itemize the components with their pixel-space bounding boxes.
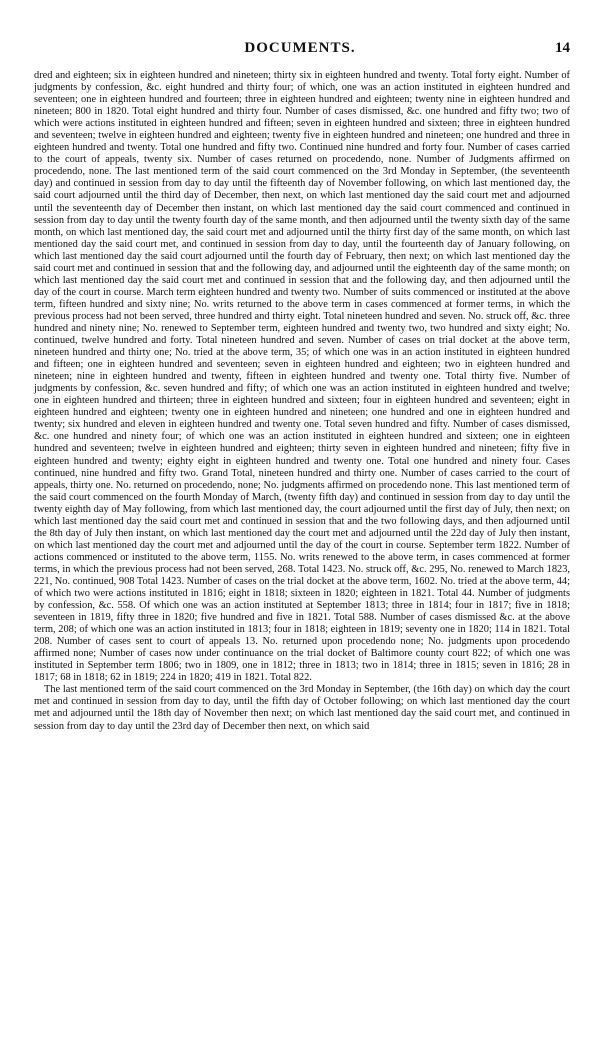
running-head-title: DOCUMENTS. [244,40,356,56]
body-text [34,70,570,733]
paragraph: The last mentioned term of the said court commenced on the 3rd Monday in September, (the 16th day) on which day the court met and continued in session from day to day, until the fifth day of October following; on which last mentioned day the court met and adjourned until the 18th day of November then next; on which last mentioned day the said court met, and continued in session from day to day until the 23rd day of December then next, on which said [34,684,570,732]
page-number: 14 [555,40,570,56]
paragraph: dred and eighteen; six in eighteen hundred and nineteen; thirty six in eighteen hundred and twenty. Total forty eight. Number of judgments by confession, &c. eight hundred and thirty four; of which, one was an action instituted in eighteen hundred and seventeen; one in eighteen hundred and fourteen; three in eighteen hundred and eighteen; twenty nine in eighteen hundred and nineteen; 800 in 1820. Total eight hundred and thirty four. Number of cases dismissed, &c. one hundred and fifty two; two of which were actions instituted in eighteen hundred and fifteen; seven in eighteen hundred and sixteen; three in eighteen hundred and seventeen; twelve in eighteen hundred and eighteen; twenty five in eighteen hundred and nineteen; one hundred and three in eighteen hundred and twenty. Total one hundred and fifty two. Continued nine hundred and forty four. Number of cases carried to the court of appeals, twenty six. Number of cases returned on procedendo, none. Number of Judgments affirmed on procedendo, none. The last mentioned term of the said court commenced on the 3rd Monday in September, (the seventeenth day) and continued in session from day to day until the fifteenth day of November following, on which last mentioned day, the said court adjourned until the third day of December, then next, on which last mentioned day the said court met and adjourned until the seventeenth day of December then instant, on which last mentioned day the said court commenced and continued in session from day to day until the twenty fourth day of the same month, and then adjourned until the twenty sixth day of the same month, on which last mentioned day, the said court met and adjourned until the thirty first day of the same month, on which last mentioned day the said court met, and continued in session from day to day, until the fourteenth day of January following, on which last mentioned day the said court adjourned until the fourth day of February, then next; on which last mentioned day the said court met and continued in session that and the following day, and adjourned until the eighteenth day of the same month; on which last mentioned day the said court met and continued in session that and the following day, and then adjourned until the day of the court in course. March term eighteen hundred and twenty two. Number of suits commenced or instituted at the above term, fifteen hundred and sixty nine; No. writs returned to the above term in cases commenced at former terms, in which the previous process had not been served, three hundred and thirty eight. Total nineteen hundred and seven. No. struck off, &c. three hundred and ninety nine; No. renewed to September term, eighteen hundred and twenty two, two hundred and sixty eight; No. continued, twelve hundred and forty. Total nineteen hundred and seven. Number of cases on trial docket at the above term, nineteen hundred and thirty one; No. tried at the above term, 35; of which one was in an action instituted in eighteen hundred and fifteen; one in eighteen hundred and seventeen; seven in eighteen hundred and eighteen; two in eighteen hundred and nineteen; nine in eighteen hundred and twenty, fifteen in eighteen hundred and twenty one. Total thirty five. Number of judgments by confession, &c. seven hundred and fifty; of which one was an action instituted in eighteen hundred and twelve; one in eighteen hundred and thirteen; three in eighteen hundred and sixteen; four in eighteen hundred and seventeen; eight in eighteen hundred and eighteen; twenty one in eighteen hundred and nineteen; one hundred and one in eighteen hundred and twenty; six hundred and eleven in eighteen hundred and twenty one. Total seven hundred and fifty. Number of cases dismissed, &c. one hundred and ninety four; of which one was an action instituted in eighteen hundred and sixteen; one in eighteen hundred and seventeen; twelve in eighteen hundred and eighteen; thirty seven in eighteen hundred and nineteen; fifty five in eighteen hundred and twenty; eighty eight in eighteen hundred and twenty one. Total one hundred and ninety four. Cases continued, nine hundred and fifty two. Grand Total, nineteen hundred and thirty one. Number of cases carried to the court of appeals, thirty one. No. returned on procedendo, none; No. judgments affirmed on procedendo none. This last mentioned term of the said court commenced on the fourth Monday of March, (twenty fifth day) and continued in session from day to day until the twenty eighth day of May following, from which last mentioned day, the court adjourned until the first day of July, then next; on which last mentioned day the said court met and continued in session that and the two following days, and then adjourned until the 8th day of July then instant, on which last mentioned day the court met and adjourned until the 22d day of July then instant, on which last mentioned day the court met and adjourned until the day of the court in course. September term 1822. Number of actions commenced or instituted to the above term, 1155. No. writs renewed to the above term, in cases commenced at former terms, in which the previous process had not been served, 268. Total 1423. No. struck off, &c. 295, No. renewed to March 1823, 221, No. continued, 908 Total 1423. Number of cases on the trial docket at the above term, 1602. No. tried at the above term, 44; of which two were actions instituted in 1816; eight in 1818; sixteen in 1820; eighteen in 1821. Total 44. Number of judgments by confession, &c. 558. Of which one was an action instituted at September 1813; three in 1814; four in 1817; five in 1818; seventeen in 1819, fifty three in 1820; five hundred and five in 1821. Total 588. Number of cases dismissed &c. at the above term, 208; of which one was an action instituted in 1813; four in 1818; eighteen in 1819; seventy one in 1820; 114 in 1821. Total 208. Number of cases sent to court of appeals 13. No. returned upon procedendo none; No. judgments upon procedendo affirmed none; Number of cases now under continuance on the trial docket of Baltimore county court 822; of which one was instituted in September term 1806; two in 1809, one in 1812; three in 1813; two in 1814; three in 1815; seven in 1816; 28 in 1817; 68 in 1818; 62 in 1819; 224 in 1820; 419 in 1821. Total 822. [34,70,570,684]
